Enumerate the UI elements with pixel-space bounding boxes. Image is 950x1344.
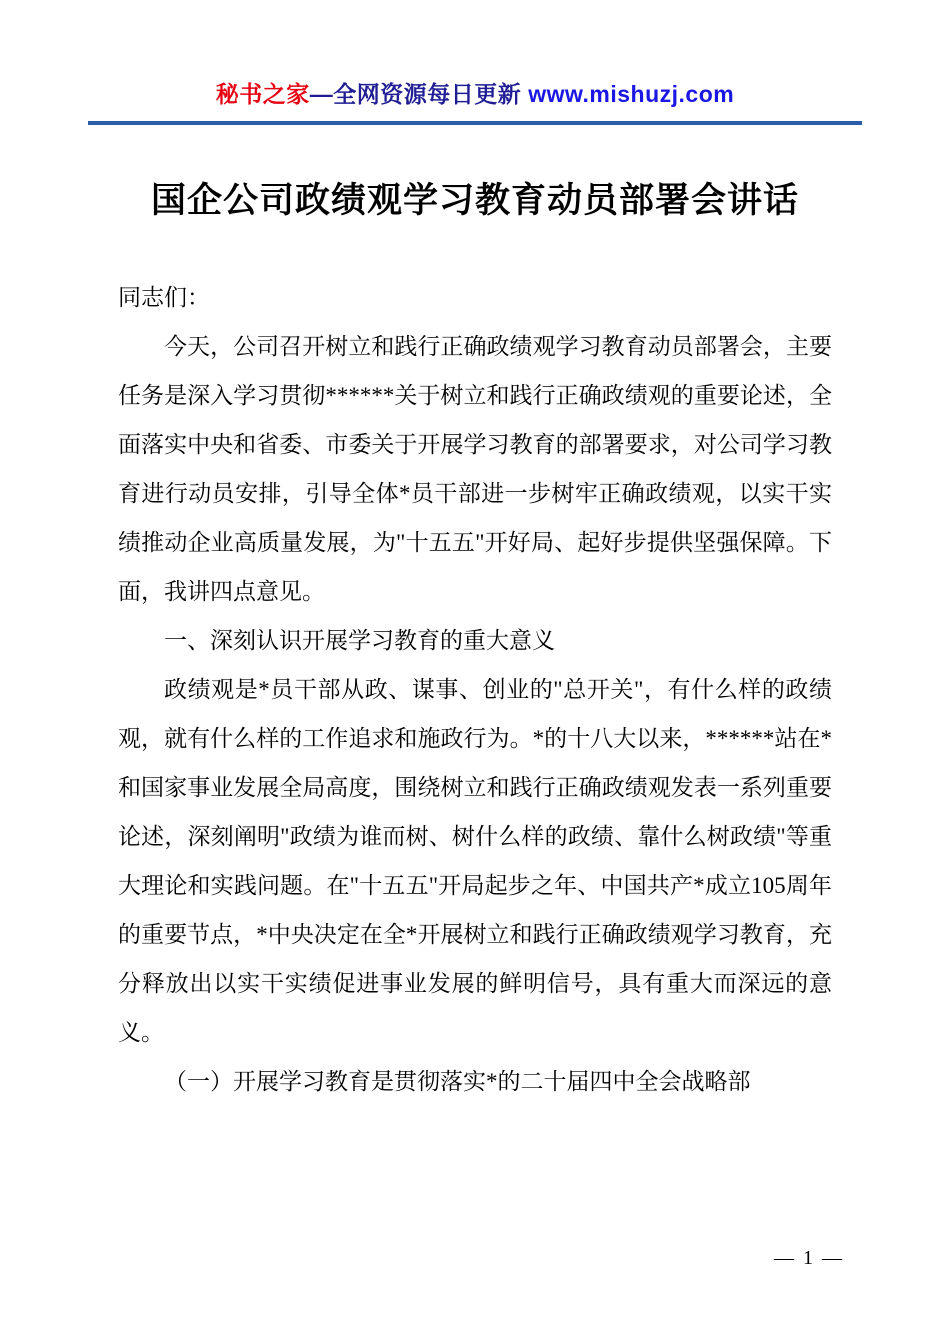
page-number: — 1 — [774, 1247, 844, 1269]
paragraph-significance: 政绩观是*员干部从政、谋事、创业的"总开关"，有什么样的政绩观，就有什么样的工作追求和施政行为。*的十八大以来，******站在*和国家事业发展全局高度，围绕树立和践行正确政绩观发表一系列重要论述，深刻阐明"政绩为谁而树、树什么样的政绩、靠什么树政绩"等重大理论和实践问题。在"十五五"开局起步之年、中国共产*成立105周年的重要节点，*中央决定在全*开展树立和践行正确政绩观学习教育，充分释放出以实干实绩促进事业发展的鲜明信号，具有重大而深远的意义。 [118, 676, 832, 1045]
document-title: 国企公司政绩观学习教育动员部署会讲话 [150, 181, 799, 220]
site-tagline: —全网资源每日更新 [309, 81, 529, 107]
paragraph-salutation: 同志们： [118, 284, 210, 310]
site-header [0, 0, 950, 109]
document-body [118, 273, 832, 1106]
section-heading-1: 一、深刻认识开展学习教育的重大意义 [164, 627, 555, 653]
site-name: 秘书之家 [215, 81, 310, 107]
header-divider [88, 121, 862, 125]
site-url: www.mishuzj.com [528, 81, 735, 107]
paragraph-intro: 今天，公司召开树立和践行正确政绩观学习教育动员部署会，主要任务是深入学习贯彻******关于树立和践行正确政绩观的重要论述，全面落实中央和省委、市委关于开展学习教育的部署要求，对公司学习教育进行动员安排，引导全体*员干部进一步树牢正确政绩观，以实干实绩推动企业高质量发展，为"十五五"开好局、起好步提供坚强保障。下面，我讲四点意见。 [118, 333, 832, 604]
paragraph-subsection-1: （一）开展学习教育是贯彻落实*的二十届四中全会战略部 [164, 1068, 751, 1094]
